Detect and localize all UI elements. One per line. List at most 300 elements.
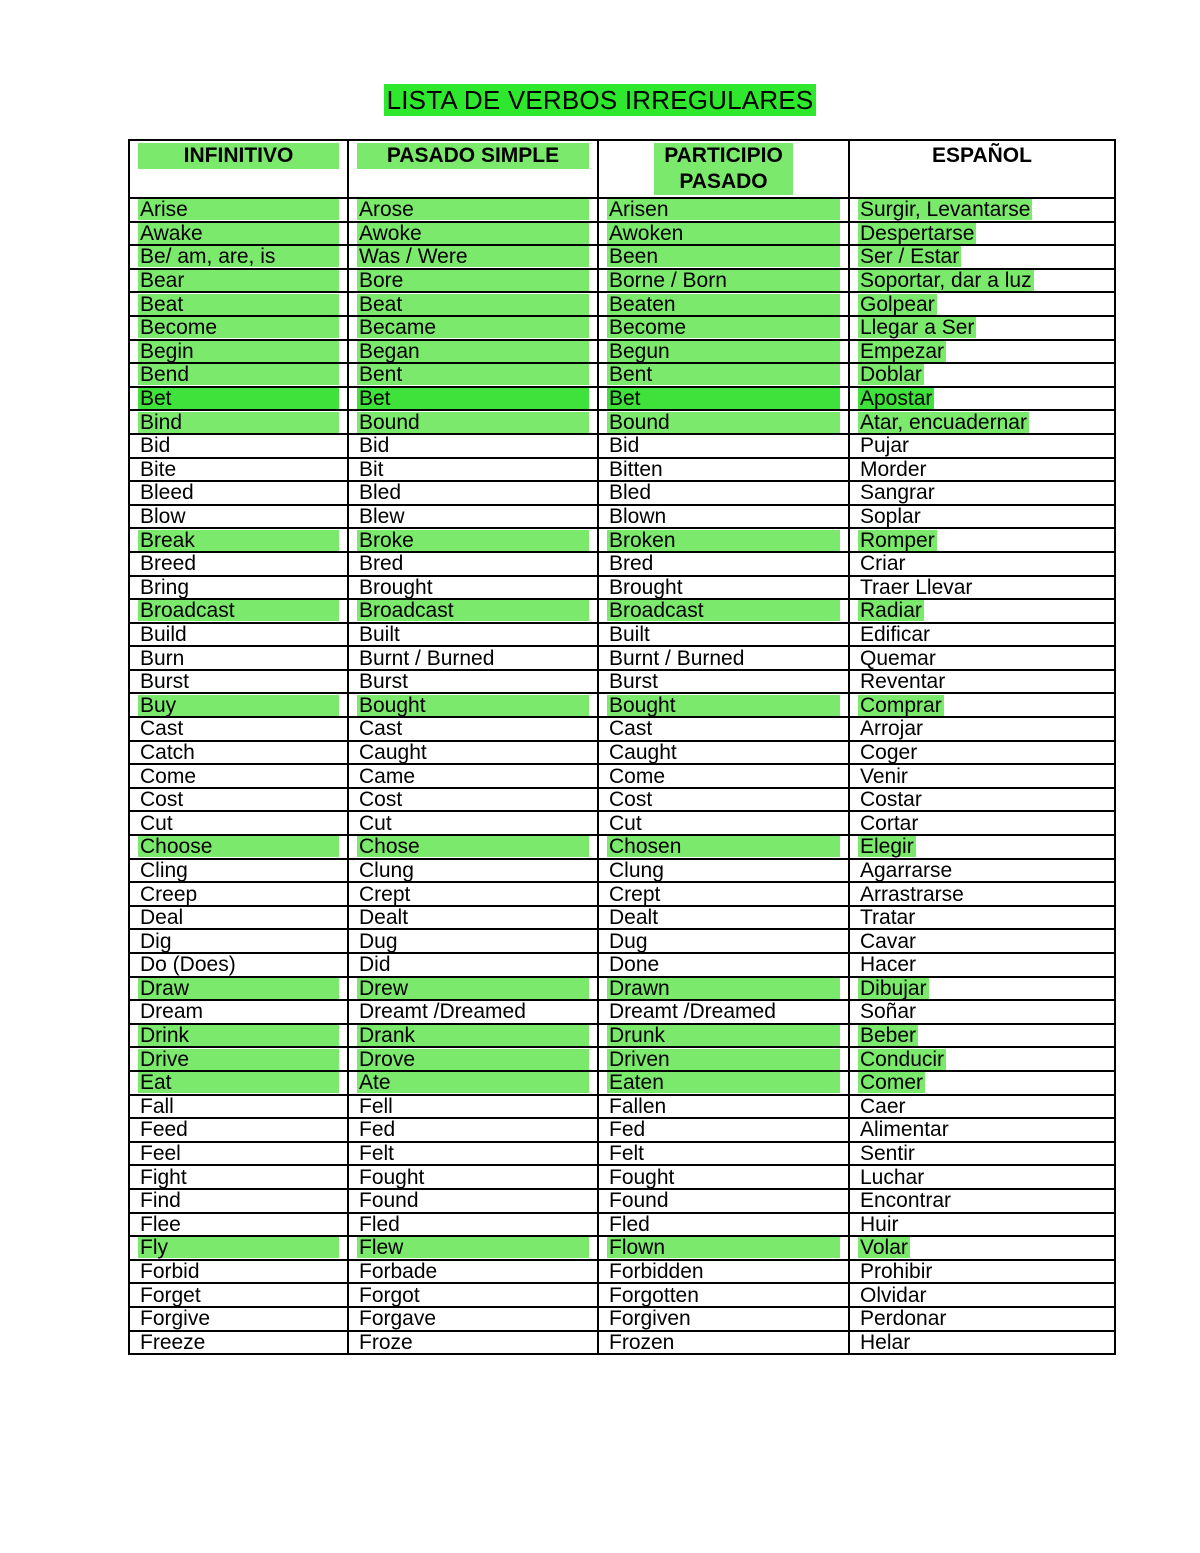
participio-pasado-cell-text: Cost: [609, 788, 653, 812]
espanol-cell-text: Llegar a Ser: [860, 316, 975, 340]
pasado-simple-cell-text: Fled: [359, 1212, 400, 1236]
participio-pasado-cell: [598, 1118, 849, 1142]
pasado-simple-cell: [348, 222, 598, 246]
table-row: [129, 882, 1115, 906]
pasado-simple-cell: [348, 1236, 598, 1260]
espanol-cell-text: Soñar: [860, 1000, 917, 1024]
pasado-simple-cell-text: Came: [359, 764, 416, 788]
pasado-simple-cell: [348, 410, 598, 434]
pasado-simple-cell-text: Forgot: [359, 1283, 420, 1307]
espanol-cell: [849, 552, 1115, 576]
header-pasado-simple: [348, 140, 598, 198]
espanol-cell-text: Golpear: [860, 292, 935, 316]
pasado-simple-cell-text: Cost: [359, 788, 403, 812]
pasado-simple-cell: [348, 1118, 598, 1142]
espanol-cell-text: Hacer: [860, 953, 917, 977]
participio-pasado-cell: [598, 387, 849, 411]
participio-pasado-cell-text: Felt: [609, 1142, 645, 1166]
participio-pasado-cell-text: Bred: [609, 552, 654, 576]
pasado-simple-cell: [348, 788, 598, 812]
infinitivo-cell: [129, 693, 348, 717]
espanol-cell: [849, 292, 1115, 316]
infinitivo-cell: [129, 977, 348, 1001]
pasado-simple-cell-text: Became: [357, 317, 589, 338]
infinitivo-cell-text: Cut: [140, 811, 173, 835]
espanol-cell: [849, 505, 1115, 529]
participio-pasado-cell: [598, 1165, 849, 1189]
participio-pasado-cell-text: Arisen: [607, 199, 840, 220]
pasado-simple-cell-text: Began: [357, 341, 589, 362]
participio-pasado-cell-text: Bled: [609, 481, 652, 505]
pasado-simple-cell-text: Bought: [357, 695, 589, 716]
infinitivo-cell: [129, 599, 348, 623]
infinitivo-cell-text: Fight: [140, 1165, 187, 1189]
participio-pasado-cell: [598, 977, 849, 1001]
infinitivo-cell-text: Buy: [138, 695, 339, 716]
pasado-simple-cell-text: Burst: [359, 670, 409, 694]
participio-pasado-cell: [598, 316, 849, 340]
espanol-cell-text: Ser / Estar: [860, 245, 960, 269]
infinitivo-cell: [129, 245, 348, 269]
participio-pasado-cell-text: Forbidden: [609, 1260, 704, 1284]
participio-pasado-cell-text: Bid: [609, 434, 640, 458]
participio-pasado-cell: [598, 1189, 849, 1213]
espanol-cell: [849, 576, 1115, 600]
pasado-simple-cell-text: Caught: [359, 740, 427, 764]
participio-pasado-cell: [598, 1307, 849, 1331]
espanol-cell: [849, 316, 1115, 340]
pasado-simple-cell-text: Built: [359, 622, 400, 646]
participio-pasado-cell-text: Cast: [609, 717, 653, 741]
espanol-cell: [849, 1142, 1115, 1166]
pasado-simple-cell: [348, 1307, 598, 1331]
participio-pasado-cell-text: Fought: [609, 1165, 675, 1189]
participio-pasado-cell: [598, 811, 849, 835]
espanol-cell: [849, 410, 1115, 434]
pasado-simple-cell-text: Felt: [359, 1142, 395, 1166]
infinitivo-cell: [129, 410, 348, 434]
espanol-cell: [849, 693, 1115, 717]
infinitivo-cell: [129, 1071, 348, 1095]
pasado-simple-cell: [348, 953, 598, 977]
espanol-cell-text: Apostar: [860, 387, 933, 411]
infinitivo-cell: [129, 1283, 348, 1307]
infinitivo-cell: [129, 316, 348, 340]
espanol-cell-text: Doblar: [860, 363, 922, 387]
espanol-cell: [849, 717, 1115, 741]
espanol-cell: [849, 1047, 1115, 1071]
table-row: [129, 1000, 1115, 1024]
espanol-cell: [849, 1165, 1115, 1189]
pasado-simple-cell-text: Bred: [359, 552, 404, 576]
participio-pasado-cell-text: Frozen: [609, 1330, 675, 1354]
espanol-cell-text: Tratar: [860, 906, 916, 930]
table-row: [129, 340, 1115, 364]
espanol-cell: [849, 434, 1115, 458]
pasado-simple-cell-text: Crept: [359, 882, 411, 906]
pasado-simple-cell: [348, 1095, 598, 1119]
table-row: [129, 859, 1115, 883]
table-row: [129, 1283, 1115, 1307]
pasado-simple-cell-text: Clung: [359, 858, 414, 882]
verbs-table-body: [129, 198, 1115, 1354]
espanol-cell-text: Quemar: [860, 646, 936, 670]
espanol-cell: [849, 859, 1115, 883]
infinitivo-cell-text: Forget: [140, 1283, 201, 1307]
espanol-cell-text: Prohibir: [860, 1260, 933, 1284]
pasado-simple-cell: [348, 1000, 598, 1024]
espanol-cell: [849, 670, 1115, 694]
infinitivo-cell: [129, 953, 348, 977]
participio-pasado-cell-text: Broadcast: [607, 600, 840, 621]
participio-pasado-cell: [598, 410, 849, 434]
espanol-cell-text: Edificar: [860, 622, 931, 646]
espanol-cell-text: Costar: [860, 788, 922, 812]
espanol-cell-text: Arrojar: [860, 717, 924, 741]
infinitivo-cell: [129, 576, 348, 600]
infinitivo-cell: [129, 1024, 348, 1048]
participio-pasado-cell: [598, 481, 849, 505]
infinitivo-cell: [129, 646, 348, 670]
infinitivo-cell-text: Arise: [138, 199, 339, 220]
espanol-cell: [849, 481, 1115, 505]
espanol-cell: [849, 835, 1115, 859]
participio-pasado-cell-text: Eaten: [607, 1072, 840, 1093]
table-row: [129, 977, 1115, 1001]
participio-pasado-cell: [598, 340, 849, 364]
espanol-cell-text: Comer: [860, 1071, 924, 1095]
infinitivo-cell-text: Bid: [140, 434, 171, 458]
infinitivo-cell: [129, 552, 348, 576]
pasado-simple-cell: [348, 245, 598, 269]
infinitivo-cell-text: Cling: [140, 858, 188, 882]
participio-pasado-cell-text: Built: [609, 622, 650, 646]
pasado-simple-cell: [348, 906, 598, 930]
infinitivo-cell: [129, 1142, 348, 1166]
participio-pasado-cell-text: Forgotten: [609, 1283, 699, 1307]
espanol-cell-text: Dibujar: [860, 976, 927, 1000]
infinitivo-cell-text: Cost: [140, 788, 184, 812]
infinitivo-cell-text: Eat: [138, 1072, 339, 1093]
table-row: [129, 1118, 1115, 1142]
pasado-simple-cell: [348, 458, 598, 482]
participio-pasado-cell: [598, 198, 849, 222]
table-row: [129, 245, 1115, 269]
espanol-cell-text: Coger: [860, 740, 918, 764]
infinitivo-cell: [129, 741, 348, 765]
pasado-simple-cell: [348, 1071, 598, 1095]
participio-pasado-cell-text: Driven: [607, 1049, 840, 1070]
table-row: [129, 646, 1115, 670]
infinitivo-cell: [129, 1165, 348, 1189]
header-participio-pasado: [598, 140, 849, 198]
table-row: [129, 552, 1115, 576]
infinitivo-cell: [129, 906, 348, 930]
table-row: [129, 788, 1115, 812]
table-row: [129, 741, 1115, 765]
infinitivo-cell: [129, 1047, 348, 1071]
pasado-simple-cell-text: Bore: [357, 270, 589, 291]
pasado-simple-cell-text: Brought: [359, 575, 433, 599]
espanol-cell: [849, 269, 1115, 293]
pasado-simple-cell: [348, 764, 598, 788]
table-row: [129, 528, 1115, 552]
table-row: [129, 906, 1115, 930]
participio-pasado-cell-text: Fled: [609, 1212, 650, 1236]
espanol-cell: [849, 458, 1115, 482]
pasado-simple-cell-text: Dealt: [359, 906, 409, 930]
infinitivo-cell: [129, 1213, 348, 1237]
header-infinitivo: [129, 140, 348, 198]
table-row: [129, 316, 1115, 340]
participio-pasado-cell: [598, 292, 849, 316]
pasado-simple-cell: [348, 1283, 598, 1307]
table-row: [129, 198, 1115, 222]
pasado-simple-cell: [348, 1047, 598, 1071]
participio-pasado-cell-text: Forgiven: [609, 1307, 691, 1331]
espanol-cell-text: Traer Llevar: [860, 575, 973, 599]
pasado-simple-cell-text: Broke: [357, 530, 589, 551]
header-participio-pasado-label: PARTICIPIO PASADO: [654, 143, 793, 195]
infinitivo-cell: [129, 1260, 348, 1284]
pasado-simple-cell-text: Bound: [357, 412, 589, 433]
title-container: [0, 84, 1200, 116]
pasado-simple-cell: [348, 528, 598, 552]
infinitivo-cell-text: Dream: [140, 1000, 204, 1024]
infinitivo-cell-text: Break: [138, 530, 339, 551]
table-row: [129, 410, 1115, 434]
espanol-cell-text: Despertarse: [860, 221, 975, 245]
table-row: [129, 811, 1115, 835]
espanol-cell-text: Caer: [860, 1094, 906, 1118]
espanol-cell: [849, 340, 1115, 364]
espanol-cell-text: Romper: [860, 528, 935, 552]
participio-pasado-cell-text: Burst: [609, 670, 659, 694]
participio-pasado-cell: [598, 623, 849, 647]
header-espanol: [849, 140, 1115, 198]
participio-pasado-cell: [598, 1047, 849, 1071]
participio-pasado-cell-text: Brought: [609, 575, 683, 599]
table-row: [129, 481, 1115, 505]
pasado-simple-cell-text: Bled: [359, 481, 402, 505]
participio-pasado-cell-text: Come: [609, 764, 666, 788]
espanol-cell: [849, 811, 1115, 835]
infinitivo-cell-text: Bleed: [140, 481, 194, 505]
pasado-simple-cell: [348, 646, 598, 670]
pasado-simple-cell: [348, 859, 598, 883]
pasado-simple-cell: [348, 670, 598, 694]
participio-pasado-cell: [598, 859, 849, 883]
pasado-simple-cell: [348, 811, 598, 835]
participio-pasado-cell: [598, 741, 849, 765]
table-row: [129, 576, 1115, 600]
espanol-cell: [849, 977, 1115, 1001]
pasado-simple-cell: [348, 292, 598, 316]
pasado-simple-cell-text: Cast: [359, 717, 403, 741]
pasado-simple-cell: [348, 1189, 598, 1213]
espanol-cell: [849, 1095, 1115, 1119]
espanol-cell: [849, 1118, 1115, 1142]
infinitivo-cell: [129, 505, 348, 529]
pasado-simple-cell-text: Bet: [357, 388, 589, 409]
pasado-simple-cell-text: Arose: [357, 199, 589, 220]
infinitivo-cell: [129, 481, 348, 505]
espanol-cell-text: Venir: [860, 764, 908, 788]
espanol-cell-text: Cavar: [860, 929, 917, 953]
participio-pasado-cell-text: Drawn: [607, 978, 840, 999]
participio-pasado-cell-text: Clung: [609, 858, 664, 882]
infinitivo-cell-text: Feel: [140, 1142, 181, 1166]
participio-pasado-cell: [598, 764, 849, 788]
infinitivo-cell: [129, 859, 348, 883]
infinitivo-cell-text: Choose: [138, 836, 339, 857]
infinitivo-cell: [129, 764, 348, 788]
infinitivo-cell: [129, 1000, 348, 1024]
infinitivo-cell-text: Build: [140, 622, 187, 646]
pasado-simple-cell-text: Found: [359, 1189, 419, 1213]
pasado-simple-cell-text: Fell: [359, 1094, 393, 1118]
espanol-cell-text: Sangrar: [860, 481, 935, 505]
participio-pasado-cell: [598, 363, 849, 387]
espanol-cell: [849, 528, 1115, 552]
table-row: [129, 1331, 1115, 1355]
espanol-cell: [849, 245, 1115, 269]
pasado-simple-cell-text: Fed: [359, 1118, 396, 1142]
participio-pasado-cell-text: Bet: [607, 388, 840, 409]
table-row: [129, 1165, 1115, 1189]
pasado-simple-cell-text: Chose: [357, 836, 589, 857]
espanol-cell-text: Cortar: [860, 811, 919, 835]
participio-pasado-cell-text: Dug: [609, 929, 648, 953]
espanol-cell-text: Agarrarse: [860, 858, 953, 882]
infinitivo-cell-text: Drive: [138, 1049, 339, 1070]
pasado-simple-cell: [348, 693, 598, 717]
espanol-cell: [849, 953, 1115, 977]
table-row: [129, 1236, 1115, 1260]
participio-pasado-cell: [598, 646, 849, 670]
espanol-cell-text: Arrastrarse: [860, 882, 964, 906]
participio-pasado-cell: [598, 552, 849, 576]
participio-pasado-cell-text: Chosen: [607, 836, 840, 857]
participio-pasado-cell: [598, 222, 849, 246]
pasado-simple-cell-text: Bid: [359, 434, 390, 458]
espanol-cell: [849, 741, 1115, 765]
pasado-simple-cell: [348, 552, 598, 576]
infinitivo-cell-text: Dig: [140, 929, 172, 953]
participio-pasado-cell: [598, 269, 849, 293]
espanol-cell-text: Surgir, Levantarse: [860, 198, 1031, 222]
pasado-simple-cell: [348, 929, 598, 953]
participio-pasado-cell-text: Burnt / Burned: [609, 646, 745, 670]
pasado-simple-cell-text: Froze: [359, 1330, 413, 1354]
table-row: [129, 1260, 1115, 1284]
participio-pasado-cell: [598, 1213, 849, 1237]
participio-pasado-cell-text: Blown: [609, 505, 667, 529]
pasado-simple-cell: [348, 1331, 598, 1355]
participio-pasado-cell-text: Begun: [607, 341, 840, 362]
pasado-simple-cell: [348, 1024, 598, 1048]
pasado-simple-cell: [348, 340, 598, 364]
espanol-cell: [849, 882, 1115, 906]
participio-pasado-cell-text: Beaten: [607, 294, 840, 315]
table-row: [129, 1071, 1115, 1095]
participio-pasado-cell-text: Bought: [607, 695, 840, 716]
espanol-cell-text: Conducir: [860, 1047, 945, 1071]
infinitivo-cell: [129, 198, 348, 222]
espanol-cell-text: Comprar: [860, 693, 942, 717]
espanol-cell: [849, 929, 1115, 953]
table-row: [129, 835, 1115, 859]
espanol-cell: [849, 1000, 1115, 1024]
pasado-simple-cell: [348, 1260, 598, 1284]
pasado-simple-cell-text: Bit: [359, 457, 384, 481]
pasado-simple-cell-text: Awoke: [357, 223, 589, 244]
participio-pasado-cell-text: Bound: [607, 412, 840, 433]
participio-pasado-cell: [598, 1142, 849, 1166]
pasado-simple-cell: [348, 481, 598, 505]
espanol-cell: [849, 646, 1115, 670]
infinitivo-cell-text: Do (Does): [140, 953, 236, 977]
infinitivo-cell: [129, 1118, 348, 1142]
pasado-simple-cell-text: Dug: [359, 929, 398, 953]
table-row: [129, 764, 1115, 788]
infinitivo-cell: [129, 1307, 348, 1331]
pasado-simple-cell-text: Forbade: [359, 1260, 438, 1284]
table-row: [129, 1047, 1115, 1071]
participio-pasado-cell: [598, 1283, 849, 1307]
infinitivo-cell: [129, 717, 348, 741]
pasado-simple-cell: [348, 1142, 598, 1166]
header-row: [129, 140, 1115, 198]
infinitivo-cell-text: Cast: [140, 717, 184, 741]
participio-pasado-cell: [598, 693, 849, 717]
participio-pasado-cell: [598, 1071, 849, 1095]
pasado-simple-cell-text: Cut: [359, 811, 392, 835]
espanol-cell: [849, 363, 1115, 387]
pasado-simple-cell: [348, 316, 598, 340]
infinitivo-cell-text: Flee: [140, 1212, 181, 1236]
table-row: [129, 1213, 1115, 1237]
infinitivo-cell-text: Be/ am, are, is: [138, 246, 339, 267]
participio-pasado-cell: [598, 929, 849, 953]
espanol-cell-text: Reventar: [860, 670, 946, 694]
pasado-simple-cell: [348, 576, 598, 600]
pasado-simple-cell-text: Drew: [357, 978, 589, 999]
participio-pasado-cell: [598, 788, 849, 812]
infinitivo-cell-text: Bend: [138, 364, 339, 385]
participio-pasado-cell-text: Done: [609, 953, 660, 977]
infinitivo-cell-text: Feed: [140, 1118, 188, 1142]
infinitivo-cell: [129, 1331, 348, 1355]
infinitivo-cell-text: Beat: [138, 294, 339, 315]
table-row: [129, 693, 1115, 717]
infinitivo-cell: [129, 1095, 348, 1119]
participio-pasado-cell: [598, 1000, 849, 1024]
pasado-simple-cell: [348, 623, 598, 647]
espanol-cell-text: Pujar: [860, 434, 910, 458]
table-row: [129, 1189, 1115, 1213]
table-row: [129, 670, 1115, 694]
infinitivo-cell-text: Bring: [140, 575, 190, 599]
infinitivo-cell: [129, 269, 348, 293]
participio-pasado-cell-text: Become: [607, 317, 840, 338]
pasado-simple-cell-text: Was / Were: [357, 246, 589, 267]
table-row: [129, 387, 1115, 411]
infinitivo-cell: [129, 292, 348, 316]
espanol-cell-text: Luchar: [860, 1165, 925, 1189]
pasado-simple-cell-text: Burnt / Burned: [359, 646, 495, 670]
participio-pasado-cell: [598, 882, 849, 906]
